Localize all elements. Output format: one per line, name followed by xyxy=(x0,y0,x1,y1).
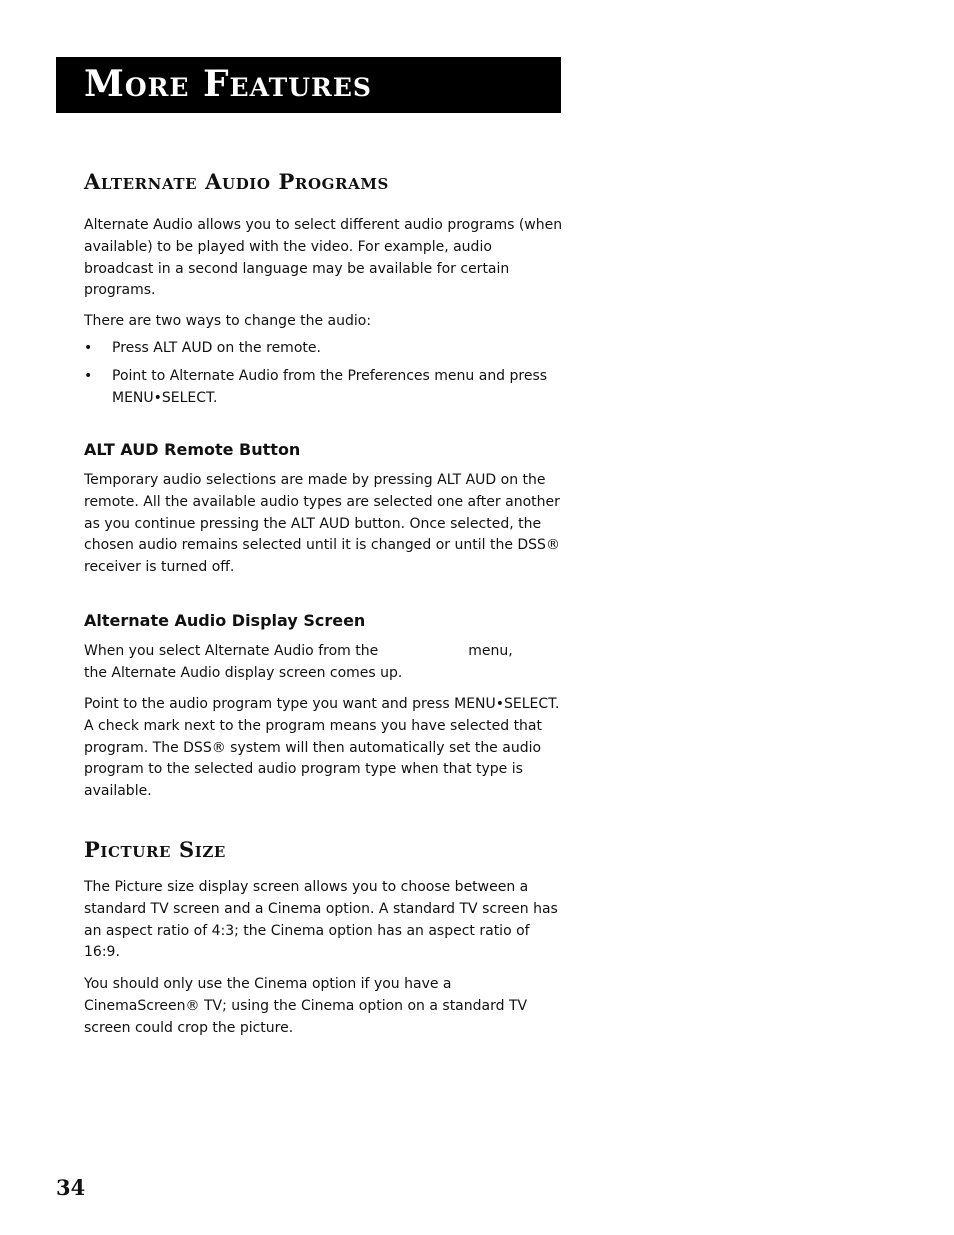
alt-audio-display-para1: When you select Alternate Audio from the menu, the Alternate Audio display screen comes up. xyxy=(84,643,513,681)
subsection-title-alt-audio-display: Alternate Audio Display Screen xyxy=(84,611,366,630)
ways-intro: There are two ways to change the audio: xyxy=(84,313,372,329)
alt-audio-display-para2: Point to the audio program type you want and press MENU•SELECT. A check mark next to the program means you have selected that program. The DSS® system will then automatically set the audio program to the selected audio program type when that type is available. xyxy=(84,696,560,800)
ways-list xyxy=(84,338,564,415)
alt-aud-button-body: Temporary audio selections are made by pressing ALT AUD on the remote. All the available audio types are selected one after another as you continue pressing the ALT AUD button. Once selected, the chosen audio remains selected until it is changed or until the DSS® receiver is turned off. xyxy=(84,472,560,576)
header-banner xyxy=(56,57,561,113)
picture-size-para1: The Picture size display screen allows you to choose between a standard TV screen and a Cinema option. A standard TV screen has an aspect ratio of 4:3; the Cinema option has an aspect ratio of 16:9. xyxy=(84,879,558,961)
bullet-icon: • xyxy=(84,340,93,356)
list-item: • Point to Alternate Audio from the Preferences menu and press MENU•SELECT. xyxy=(84,367,548,406)
list-item: • Press ALT AUD on the remote. xyxy=(84,338,564,360)
section-title-alternate-audio: Alternate Audio Programs xyxy=(84,169,389,194)
section-title-picture-size: Picture Size xyxy=(84,837,226,862)
bullet-icon: • xyxy=(84,367,93,384)
page-number: 34 xyxy=(56,1175,86,1200)
alternate-audio-intro: Alternate Audio allows you to select different audio programs (when available) to be played with the video. For example, audio broadcast in a second language may be available for certain programs. xyxy=(84,217,563,299)
picture-size-para2: You should only use the Cinema option if you have a CinemaScreen® TV; using the Cinema option on a standard TV screen could crop the picture. xyxy=(84,976,528,1036)
subsection-title-alt-aud-button: ALT AUD Remote Button xyxy=(84,440,301,459)
page-title: More Features xyxy=(84,63,372,105)
